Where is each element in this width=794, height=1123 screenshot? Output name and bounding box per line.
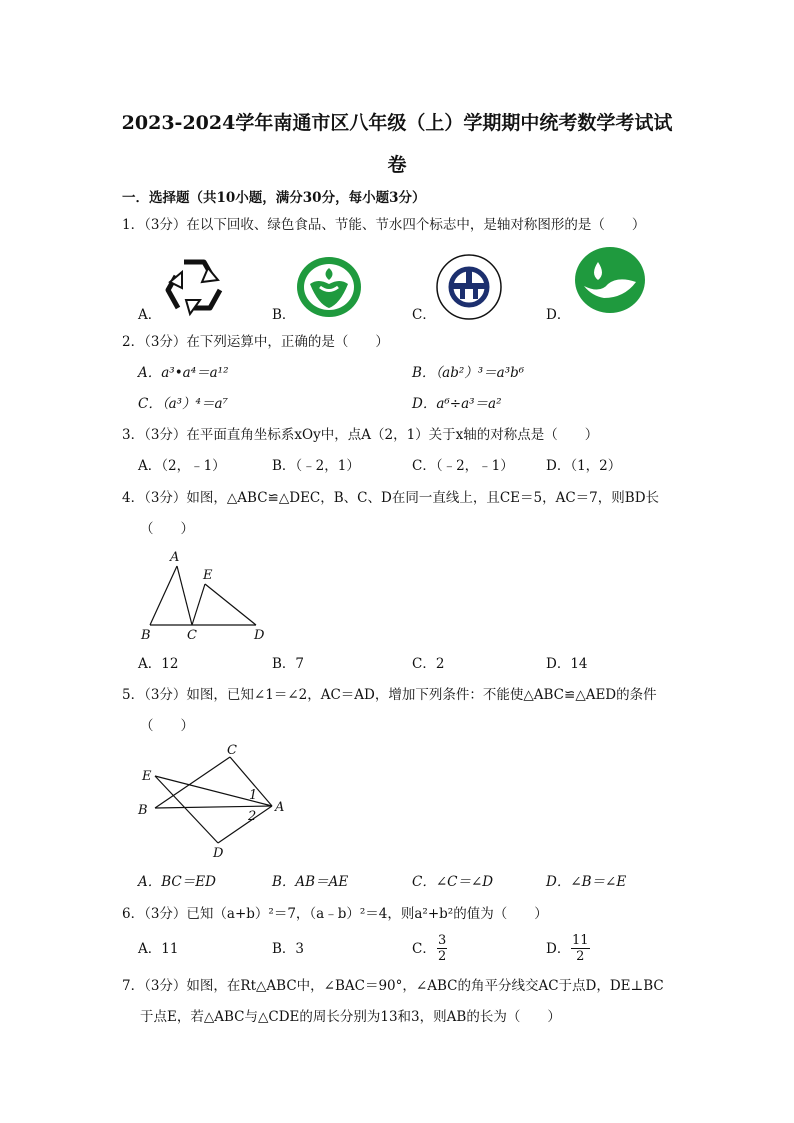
section-heading: 一．选择题（共10小题，满分30分，每小题3分） bbox=[122, 190, 426, 206]
numerator: 11 bbox=[572, 933, 589, 948]
q3-stem: 3．（3分）在平面直角坐标系xOy中，点A（2，1）关于x轴的对称点是（ ） bbox=[122, 427, 599, 443]
q4-option-a[interactable]: A．12 bbox=[138, 656, 179, 672]
q5-triangle-figure bbox=[130, 742, 300, 862]
numerator: 3 bbox=[438, 933, 447, 948]
q5-option-b[interactable]: B．AB＝AE bbox=[272, 874, 349, 890]
label-d: D bbox=[213, 846, 224, 861]
q4-option-c[interactable]: C．2 bbox=[412, 656, 445, 672]
label-e: E bbox=[203, 568, 213, 583]
page-title-line2: 卷 bbox=[387, 154, 407, 176]
q4-option-d[interactable]: D．14 bbox=[546, 656, 588, 672]
q6-option-a[interactable]: A．11 bbox=[138, 941, 179, 957]
water-saving-logo-icon bbox=[574, 246, 646, 314]
segment-cb bbox=[155, 757, 230, 808]
q5-option-d[interactable]: D．∠B＝∠E bbox=[546, 874, 627, 890]
q4-option-b[interactable]: B．7 bbox=[272, 656, 305, 672]
q2-option-a[interactable]: A．a³•a⁴＝a¹² bbox=[138, 365, 229, 381]
q6-option-d[interactable]: D． bbox=[546, 941, 571, 957]
denominator: 2 bbox=[576, 949, 585, 964]
q5-option-a[interactable]: A．BC＝ED bbox=[138, 874, 216, 890]
q2-option-d[interactable]: D．a⁶÷a³＝a² bbox=[412, 396, 502, 412]
segment-ce bbox=[192, 584, 205, 625]
q1-option-b[interactable]: B． bbox=[272, 307, 296, 323]
q5-stem-line2: （ ） bbox=[140, 718, 194, 734]
angle-label-2: 2 bbox=[248, 809, 257, 824]
q7-stem-line1: 7．（3分）如图，在Rt△ABC中，∠BAC＝90°，∠ABC的角平分线交AC于点D，DE⊥BC bbox=[122, 978, 664, 994]
q7-stem-line2: 于点E，若△ABC与△CDE的周长分别为13和3，则AB的长为（ ） bbox=[140, 1009, 561, 1025]
q1-option-c[interactable]: C． bbox=[412, 307, 436, 323]
label-e: E bbox=[142, 769, 152, 784]
q4-triangle-figure bbox=[130, 545, 280, 645]
q3-option-a[interactable]: A．（2，﹣1） bbox=[138, 458, 226, 474]
q2-stem: 2．（3分）在下列运算中，正确的是（ ） bbox=[122, 334, 389, 350]
q6-option-c-fraction bbox=[437, 933, 447, 964]
label-c: C bbox=[227, 743, 237, 758]
green-food-logo-icon bbox=[296, 256, 362, 318]
q6-option-b[interactable]: B．3 bbox=[272, 941, 305, 957]
segment-da bbox=[218, 806, 272, 843]
q3-option-c[interactable]: C．（﹣2，﹣1） bbox=[412, 458, 514, 474]
q6-option-c[interactable]: C． bbox=[412, 941, 436, 957]
angle-label-1: 1 bbox=[249, 788, 258, 803]
q5-stem-line1: 5．（3分）如图，已知∠1＝∠2，AC＝AD，增加下列条件：不能使△ABC≌△AED的条件 bbox=[122, 687, 657, 703]
page-title-line1: 2023-2024学年南通市区八年级（上）学期期中统考数学考试试 bbox=[121, 112, 673, 134]
q4-stem-line2: （ ） bbox=[140, 521, 194, 537]
q4-stem-line1: 4．（3分）如图，△ABC≌△DEC，B、C、D在同一直线上，且CE＝5，AC＝7，则BD长 bbox=[122, 490, 660, 506]
energy-saving-logo-icon bbox=[436, 254, 502, 320]
label-c: C bbox=[187, 628, 197, 643]
label-a: A bbox=[275, 800, 285, 815]
segment-ac bbox=[177, 566, 192, 625]
q5-option-c[interactable]: C．∠C＝∠D bbox=[412, 874, 494, 890]
q2-option-b[interactable]: B．（ab²）³＝a³b⁶ bbox=[412, 365, 525, 381]
q3-option-b[interactable]: B．（﹣2，1） bbox=[272, 458, 360, 474]
q6-stem: 6．（3分）已知（a+b）²＝7，（a﹣b）²＝4，则a²+b²的值为（ ） bbox=[122, 906, 548, 922]
q2-option-c[interactable]: C．（a³）⁴＝a⁷ bbox=[138, 396, 228, 412]
label-b: B bbox=[138, 803, 148, 818]
q3-option-d[interactable]: D．（1，2） bbox=[546, 458, 622, 474]
label-a: A bbox=[170, 550, 180, 565]
segment-ed bbox=[205, 584, 256, 625]
segment-ba bbox=[155, 806, 272, 808]
label-b: B bbox=[141, 628, 151, 643]
label-d: D bbox=[254, 628, 265, 643]
recycle-logo-icon bbox=[160, 254, 232, 318]
segment-ab bbox=[150, 566, 177, 625]
q6-option-d-fraction bbox=[571, 933, 590, 964]
denominator: 2 bbox=[438, 949, 447, 964]
q1-stem: 1．（3分）在以下回收、绿色食品、节能、节水四个标志中，是轴对称图形的是（ ） bbox=[122, 217, 646, 233]
q1-option-d[interactable]: D． bbox=[546, 307, 571, 323]
q1-option-a[interactable]: A． bbox=[138, 307, 162, 323]
